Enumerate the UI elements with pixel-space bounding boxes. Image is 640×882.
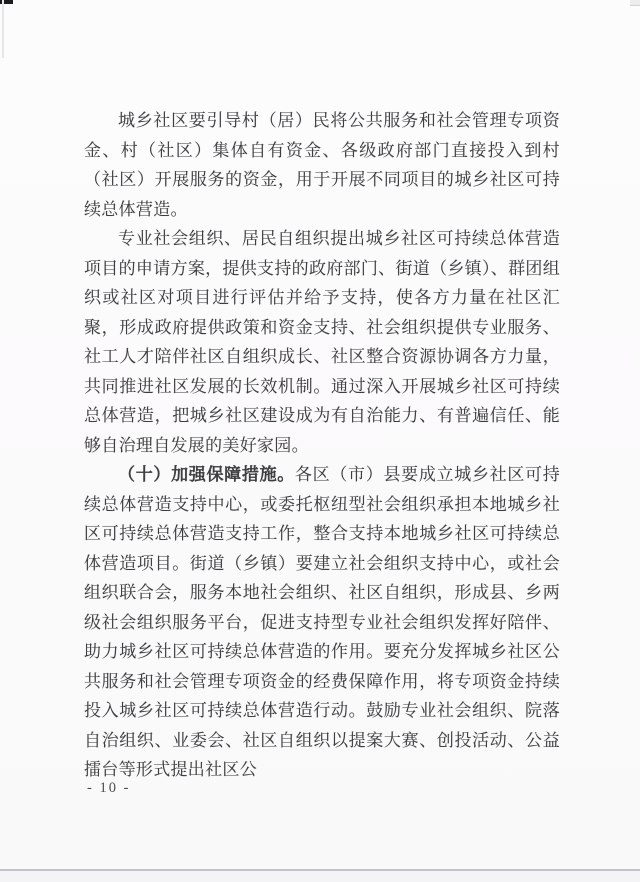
document-body	[84, 106, 560, 785]
scan-artifact-top-right-mark	[630, 0, 640, 6]
page-number: - 10 -	[87, 780, 131, 796]
paragraph-body-text: 各区（市）县要成立城乡社区可持续总体营造支持中心，或委托枢纽型社会组织承担本地城乡社区可持续总体营造支持工作，整合支持本地城乡社区可持续总体营造项目。街道（乡镇）要建立社会组织支持中心，或社会组织联合会，服务本地社会组织、社区自组织，形成县、乡两级社会组织服务平台，促进支持型专业社会组织发挥好陪伴、助力城乡社区可持续总体营造的作用。要充分发挥城乡社区公共服务和社会管理专项资金的经费保障作用，将专项资金持续投入城乡社区可持续总体营造行动。鼓励专业社会组织、院落自治组织、业委会、社区自组织以提案大赛、创投活动、公益擂台等形式提出社区公	[84, 465, 561, 779]
scan-artifact-left-edge-line	[2, 0, 4, 58]
paragraph-project-mechanism: 专业社会组织、居民自组织提出城乡社区可持续总体营造项目的申请方案，提供支持的政府部门、街道（乡镇）、群团组织或社区对项目进行评估并给予支持，使各方力量在社区汇聚，形成政府提供政策和资金支持、社会组织提供专业服务、社工人才陪伴社区自组织成长、社区整合资源协调各方力量，共同推进社区发展的长效机制。通过深入开展城乡社区可持续总体营造，把城乡社区建设成为有自治能力、有普遍信任、能够自治理自发展的美好家园。	[84, 229, 560, 455]
paragraph-safeguard-measures	[84, 460, 560, 785]
paragraph-funding-guidance: 城乡社区要引导村（居）民将公共服务和社会管理专项资金、村（社区）集体自有资金、各级政府部门直接投入到村（社区）开展服务的资金，用于开展不同项目的城乡社区可持续总体营造。	[84, 111, 560, 219]
scan-page-bottom-edge	[0, 869, 640, 882]
section-heading-safeguard-measures: （十）加强保障措施。	[118, 465, 295, 484]
